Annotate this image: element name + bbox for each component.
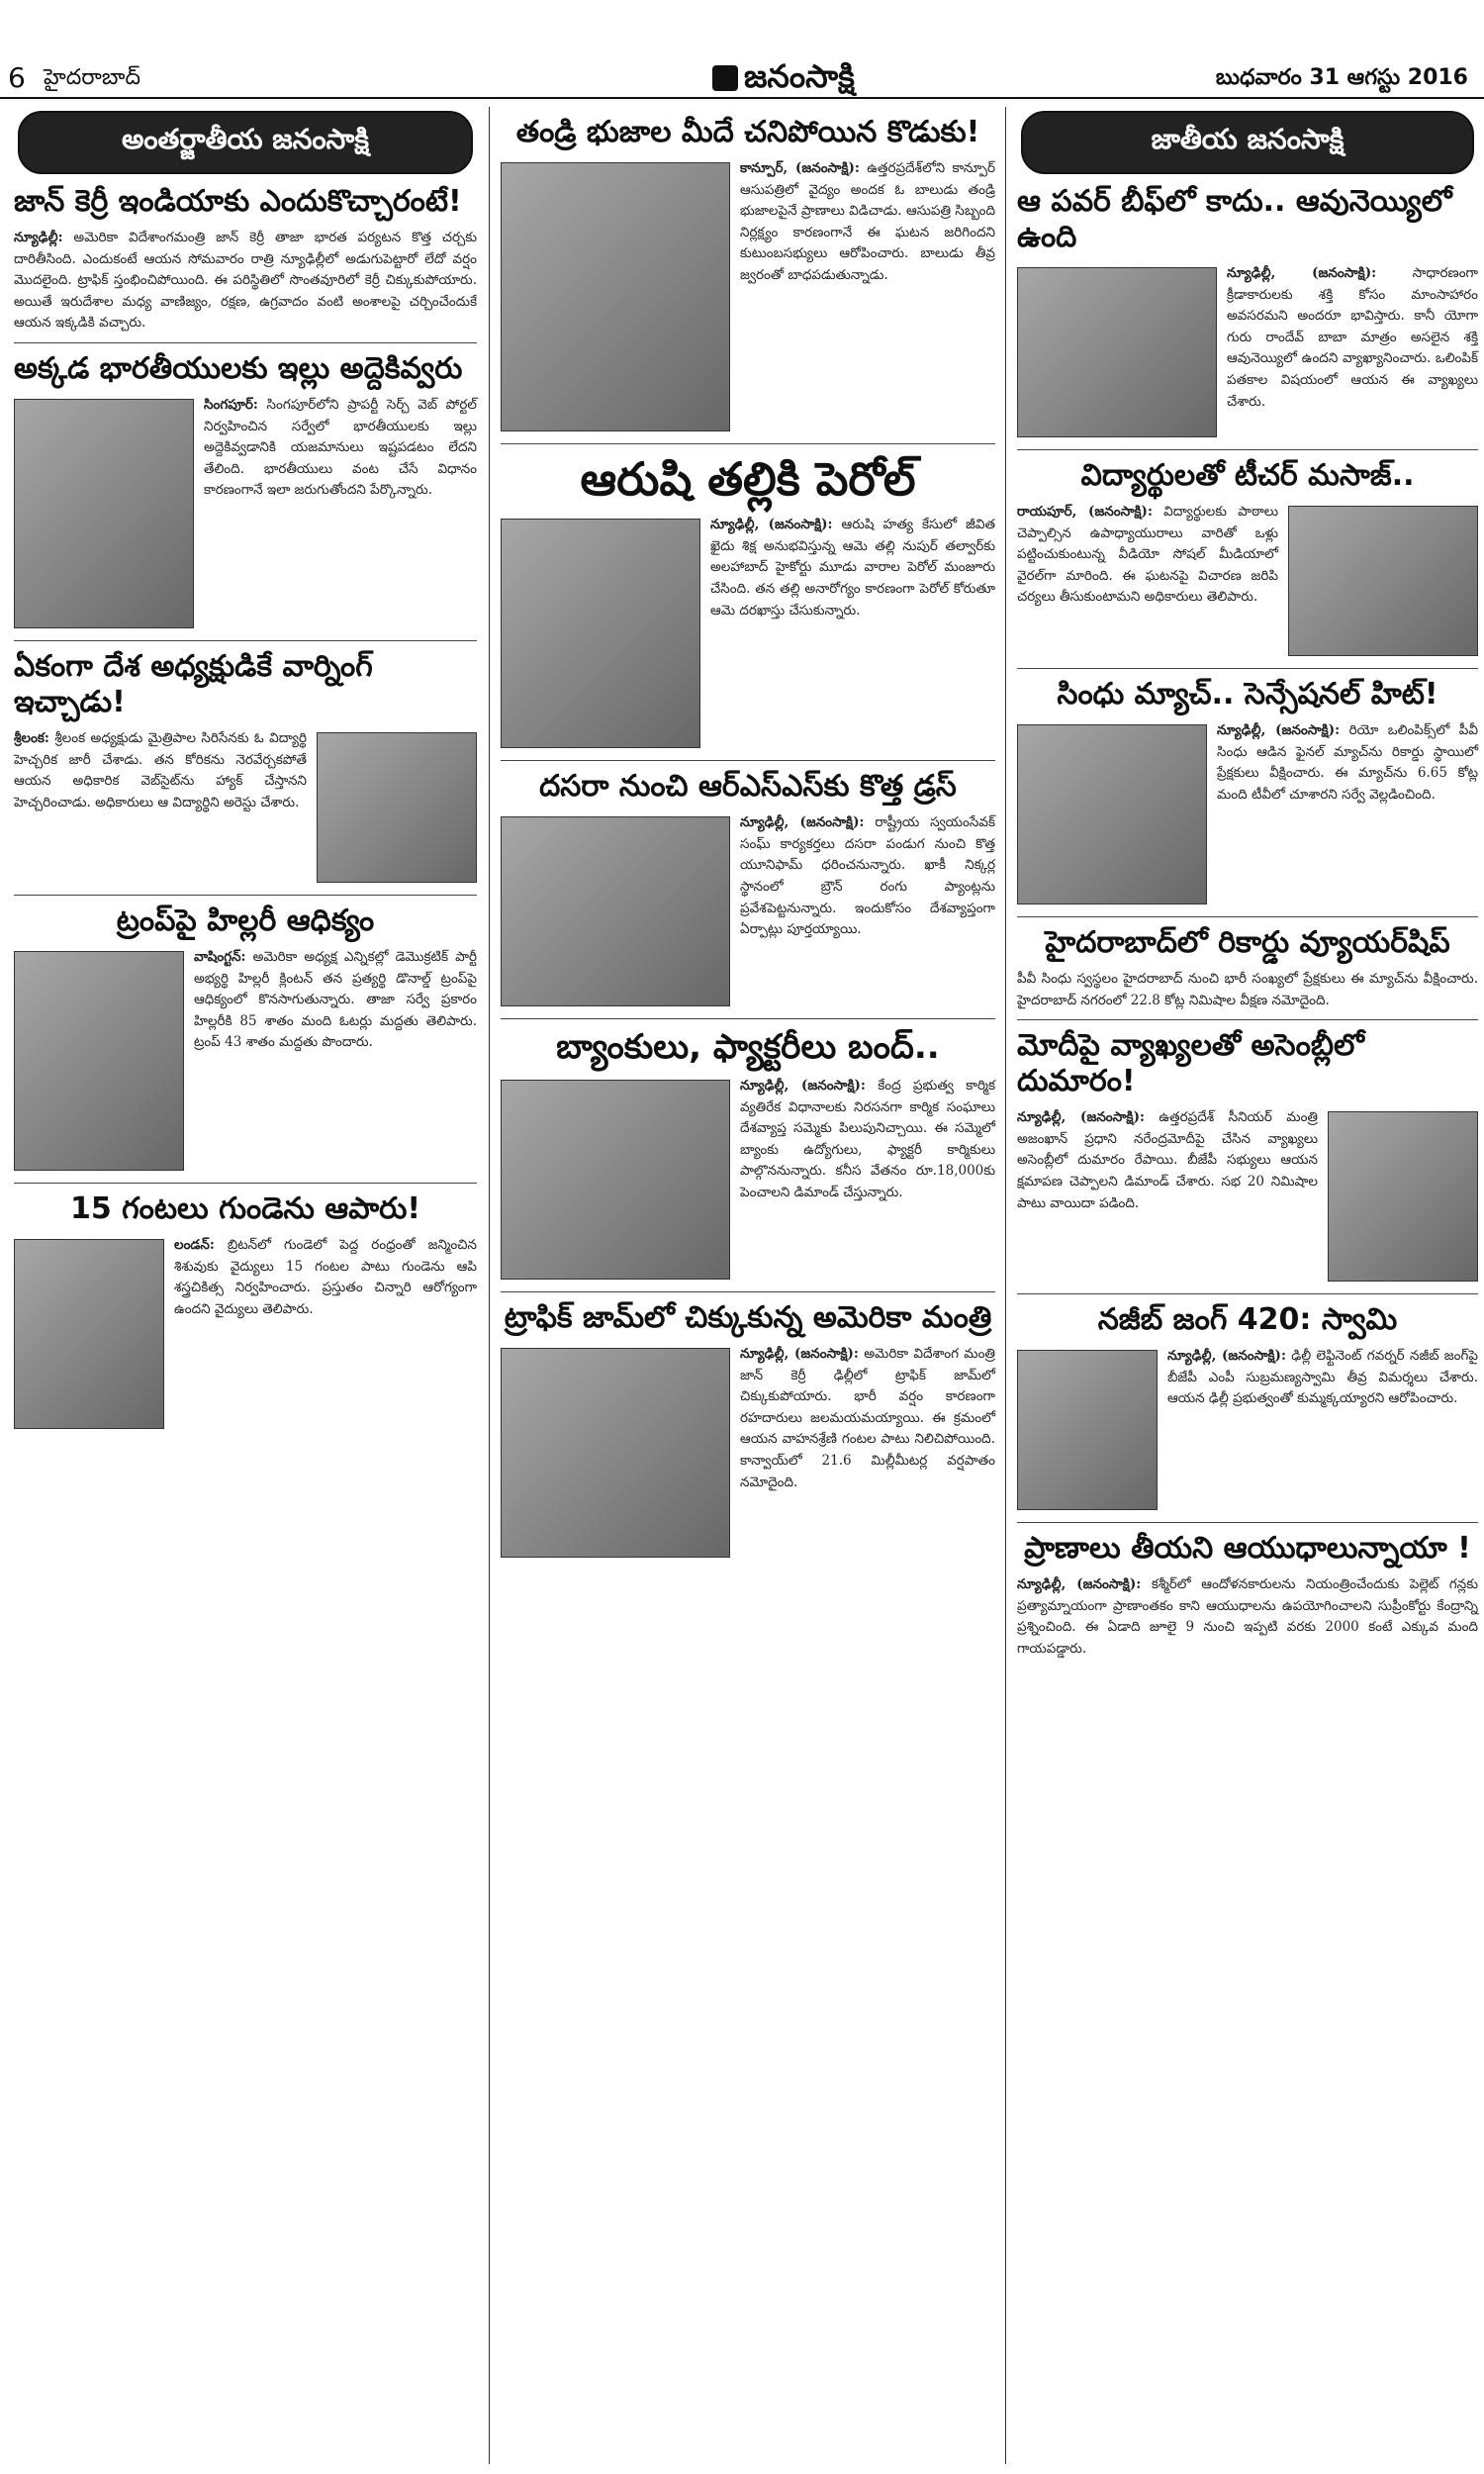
article-divider [501,443,995,444]
masthead [0,0,1484,99]
article-body: న్యూఢిల్లీ, (జనంసాక్షి): రియో ఒలింపిక్స్‌లో పీవీ సింధు ఆడిన ఫైనల్ మ్యాచ్‌ను రికార్డు స్థాయిలో ప్రేక్షకులు వీక్షించారు. ఈ మ్యాచ్‌ను 6.65 కోట్ల మంది టీవీలో చూశారని సర్వే వెల్లడించింది. [1217,722,1478,803]
logo-icon [712,65,738,91]
headline-najeeb-jung: నజీబ్ జంగ్ 420: స్వామి [1097,1302,1398,1338]
swamy-photo [1017,1350,1158,1510]
headline-traffic-jam: ట్రాఫిక్ జామ్‌లో చిక్కుకున్న అమెరికా మంత్రి [504,1299,992,1335]
singapore-buildings-photo [14,399,194,628]
headline-hyderabad-viewership: హైదరాబాద్‌లో రికార్డు వ్యూయర్‌షిప్ [1045,925,1450,960]
article-divider [1017,916,1478,917]
article-body: న్యూఢిల్లీ, (జనంసాక్షి): అమెరికా విదేశాంగ మంత్రి జాన్ కెర్రీ ఢిల్లీలో ట్రాఫిక్ జామ్‌లో చిక్కుకుపోయారు. భారీ వర్షం కారణంగా రహదారులు జలమయమయ్యాయి. ఈ క్రమంలో ఆయన వాహనశ్రేణి గంటల పాటు నిలిచిపోయింది. కాన్వాయ్‌లో 21.6 మిల్లీమీటర్ల వర్షపాతం నమోదైంది. [740,1345,995,1490]
azam-khan-photo [1328,1111,1478,1282]
classroom-photo [1288,506,1478,656]
headline-singapore-rent: అక్కడ భారతీయులకు ఇల్లు అద్దెకివ్వరు [14,350,463,386]
baby-photo [14,1239,164,1429]
headline-non-lethal-weapons: ప్రాణాలు తీయని ఆయుధాలున్నాయా ! [1024,1531,1471,1567]
headline-heart-stopped: 15 గంటలు గుండెను ఆపారు! [69,1190,421,1226]
article-body: న్యూఢిల్లీ, (జనంసాక్షి): ఢిల్లీ లెఫ్టినెంట్ గవర్నర్ నజీబ్ జంగ్‌పై బీజేపీ ఎంపీ సుబ్రమణ్యస్వామి తీవ్ర విమర్శలు చేశారు. ఆయన ఢిల్లీ ప్రభుత్వంతో కుమ్మక్కయ్యారని ఆరోపించారు. [1167,1348,1478,1407]
article-body: పీవీ సింధు స్వస్థలం హైదరాబాద్ నుంచి భారీ సంఖ్యలో ప్రేక్షకులు ఈ మ్యాచ్‌ను వీక్షించారు. హైదరాబాద్ నగరంలో 22.8 కోట్ల నిమిషాల వీక్షణ నమోదైంది. [1017,971,1478,1008]
sirisena-photo [317,732,477,883]
headline-kerry-india: జాన్ కెర్రీ ఇండియాకు ఎందుకొచ్చారంటే! [14,184,462,219]
kerry-delegation-photo [501,1348,730,1558]
article-body: న్యూఢిల్లీ, (జనంసాక్షి): ఉత్తరప్రదేశ్ సీనియర్ మంత్రి అజంఖాన్ ప్రధాని నరేంద్రమోదీపై చేసిన వ్యాఖ్యలు అసెంబ్లీలో దుమారం రేపాయి. బీజేపీ సభ్యులు ఆయన క్షమాపణ చెప్పాలని డిమాండ్ చేశారు. సభ 20 నిమిషాల పాటు వాయిదా పడింది. [1017,1109,1318,1211]
article-body: రాయపూర్, (జనంసాక్షి): విద్యార్థులకు పాఠాలు చెప్పాల్సిన ఉపాధ్యాయురాలు వారితో ఒళ్లు పట్టించుకుంటున్న వీడియో సోషల్ మీడియాలో వైరల్‌గా మారింది. ఈ ఘటనపై విచారణ జరిపి చర్యలు తీసుకుంటామని అధికారులు తెలిపారు. [1017,504,1278,606]
city-label: హైదరాబాద్ [44,65,140,90]
headline-ghee-power: ఆ పవర్ బీఫ్‌లో కాదు.. ఆవునెయ్యిలో ఉంది [1017,184,1452,254]
article-divider [1017,1522,1478,1523]
headline-bank-strike: బ్యాంకులు, ఫ్యాక్టరీలు బంద్.. [556,1027,940,1068]
headline-aarushi-parole: ఆరుషి తల్లికి పెరోల్ [580,452,916,506]
article-divider [14,640,477,641]
headline-rss-dress: దసరా నుంచి ఆర్ఎస్ఎస్‌కు కొత్త డ్రస్ [539,769,957,805]
nupur-talwar-photo [501,519,700,748]
article-body: న్యూఢిల్లీ, (జనంసాక్షి): కేంద్ర ప్రభుత్వ కార్మిక వ్యతిరేక విధానాలకు నిరసనగా కార్మిక సంఘాలు దేశవ్యాప్త సమ్మెకు పిలుపునిచ్చాయి. ఈ సమ్మెలో బ్యాంకు ఉద్యోగులు, ఫ్యాక్టరీ కార్మికులు పాల్గొననున్నారు. కనీస వేతనం రూ.18,000కు పెంచాలని డిమాండ్ చేస్తున్నారు. [740,1077,995,1200]
father-son-photo [501,162,730,431]
article-divider [14,1183,477,1184]
hillary-photo [14,951,184,1171]
sindhu-photo [1017,724,1207,904]
page-number: 6 [8,61,26,94]
article-body: కాన్పూర్, (జనంసాక్షి): ఉత్తరప్రదేశ్‌లోని కాన్పూర్ ఆసుపత్రిలో వైద్యం అందక ఓ బాలుడు తండ్రి భుజాలపైనే ప్రాణాలు విడిచాడు. ఆసుపత్రి సిబ్బంది నిర్లక్ష్యం కారణంగానే ఈ ఘటన జరిగిందని కుటుంబసభ్యులు ఆరోపించారు. బాలుడు తీవ్ర జ్వరంతో బాధపడుతున్నాడు. [740,160,995,283]
article-body: న్యూఢిల్లీ, (జనంసాక్షి): కశ్మీర్‌లో ఆందోళనకారులను నియంత్రించేందుకు పెల్లెట్ గన్లకు ప్రత్యామ్నాయంగా ప్రాణాంతకం కాని ఆయుధాలను ఉపయోగించాలని సుప్రీంకోర్టు కేంద్రాన్ని ప్రశ్నించింది. ఈ ఏడాది జూలై 9 నుంచి ఇప్పటి వరకు 2000 కంటే ఎక్కువ మంది గాయపడ్డారు. [1017,1576,1478,1657]
rss-parade-photo [501,816,730,1006]
column-center [495,107,1001,2464]
section-band-national: జాతీయ జనంసాక్షి [1021,111,1474,174]
article-divider [1017,1293,1478,1294]
header-divider [0,97,1484,99]
headline-hillary-lead: ట్రంప్‌పై హిల్లరీ ఆధిక్యం [116,903,375,938]
headline-son-died: తండ్రి భుజాల మీదే చనిపోయిన కొడుకు! [515,115,980,149]
paper-name-text: జనంసాక్షి [744,57,855,95]
issue-date: బుధవారం 31 ఆగస్టు 2016 [1215,65,1468,90]
article-body: న్యూఢిల్లీ, (జనంసాక్షి): రాష్ట్రీయ స్వయంసేవక్ సంఘ్ కార్యకర్తలు దసరా పండుగ నుంచి కొత్త యూనిఫామ్ ధరించనున్నారు. ఖాకీ నిక్కర్ల స్థానంలో బ్రౌన్ రంగు ప్యాంట్లను ప్రవేశపెట్టనున్నారు. ఇందుకోసం దేశవ్యాప్తంగా ఏర్పాట్లు పూర్తయ్యాయి. [740,814,995,938]
article-divider [1017,668,1478,669]
section-band-international: అంతర్జాతీయ జనంసాక్షి [18,111,473,174]
article-divider [1017,449,1478,450]
headline-assembly-uproar: మోదీపై వ్యాఖ్యలతో అసెంబ్లీలో దుమారం! [1017,1028,1364,1099]
column-national [1011,107,1484,2464]
column-divider [1005,107,1006,2464]
article-divider [14,895,477,896]
article-body: న్యూఢిల్లీ, (జనంసాక్షి): సాధారణంగా క్రీడాకారులకు శక్తి కోసం మాంసాహారం అవసరమని అందరూ భావిస్తారు. కానీ యోగా గురు రాందేవ్ బాబా మాత్రం అసలైన శక్తి ఆవునెయ్యిలో ఉందని వ్యాఖ్యానించారు. ఒలింపిక్ పతకాల విషయంలో ఆయన ఈ వ్యాఖ్యలు చేశారు. [1227,265,1478,410]
column-international [8,107,483,2464]
ramdev-photo [1017,267,1217,437]
article-divider [501,1291,995,1292]
column-divider [489,107,490,2464]
article-body: శ్రీలంక: శ్రీలంక అధ్యక్షుడు మైత్రిపాల సిరిసేనకు ఓ విద్యార్థి హెచ్చరిక జారీ చేశాడు. తన కోరికను నెరవేర్చకపోతే ఆయన అధికారిక వెబ్‌సైట్‌ను హ్యాక్ చేస్తానని హెచ్చరించాడు. అధికారులు ఆ విద్యార్థిని అరెస్టు చేశారు. [14,729,307,810]
headline-president-warning: ఏకంగా దేశ అధ్యక్షుడికే వార్నింగ్ ఇచ్చాడు! [14,648,373,719]
article-divider [1017,1019,1478,1020]
sbi-building-photo [501,1080,730,1280]
article-body: సింగపూర్: సింగపూర్‌లోని ప్రాపర్టీ సెర్చ్ వెబ్ పోర్టల్ నిర్వహించిన సర్వేలో భారతీయులకు ఇల్లు అద్దెకివ్వడానికి యజమానులు ఇష్టపడటం లేదని తేలింది. భారతీయులు వంట చేసే విధానం కారణంగానే ఇలా జరుగుతోందని పేర్కొన్నారు. [204,396,478,499]
article-body: న్యూఢిల్లీ, (జనంసాక్షి): ఆరుషి హత్య కేసులో జీవిత ఖైదు శిక్ష అనుభవిస్తున్న ఆమె తల్లి నుపుర్ తల్వార్‌కు అలహాబాద్ హైకోర్టు మూడు వారాల పెరోల్ మంజూరు చేసింది. తన తల్లి అనారోగ్యం కారణంగా పెరోల్ కోరుతూ ఆమె దరఖాస్తు చేసుకున్నారు. [710,517,995,618]
article-divider [14,342,477,343]
article-divider [501,1018,995,1019]
headline-teacher-massage: విద్యార్థులతో టీచర్ మసాజ్.. [1080,458,1415,493]
headline-sindhu-match: సింధు మ్యాచ్.. సెన్సేషనల్ హిట్! [1057,677,1438,712]
article-body: వాషింగ్టన్: అమెరికా అధ్యక్ష ఎన్నికల్లో డెమొక్రటిక్ పార్టీ అభ్యర్థి హిల్లరీ క్లింటన్ తన ప్రత్యర్థి డొనాల్డ్ ట్రంప్‌పై ఆధిక్యంలో కొనసాగుతున్నారు. తాజా సర్వే ప్రకారం హిల్లరీకి 85 శాతం మంది ఓటర్లు మద్దతు తెలిపారు. ట్రంప్ 43 శాతం మద్దతు పొందారు. [194,948,477,1051]
article-body: న్యూఢిల్లీ: అమెరికా విదేశాంగమంత్రి జాన్ కెర్రీ తాజా భారత పర్యటన కొత్త చర్చకు దారితీసింది. ఎందుకంటే ఆయన సోమవారం రాత్రి న్యూఢిల్లీలో అడుగుపెట్టారో లేదో వర్షం మొదలైంది. ట్రాఫిక్ స్తంభించిపోయింది. ఈ పరిస్థితిలో సొంతవూరిలో కెర్రీ చిక్కుకుపోయారు. అయితే ఇరుదేశాల మధ్య వాణిజ్యం, రక్షణ, ఉగ్రవాదం వంటి అంశాలపై చర్చించేందుకే ఆయన ఇక్కడికి వచ్చారు. [14,230,477,332]
article-body: లండన్: బ్రిటన్‌లో గుండెలో పెద్ద రంధ్రంతో జన్మించిన శిశువుకు వైద్యులు 15 గంటల పాటు గుండెను ఆపి శస్త్రచికిత్స నిర్వహించారు. ప్రస్తుతం చిన్నారి ఆరోగ్యంగా ఉందని వైద్యులు తెలిపారు. [174,1236,477,1317]
article-divider [501,760,995,761]
